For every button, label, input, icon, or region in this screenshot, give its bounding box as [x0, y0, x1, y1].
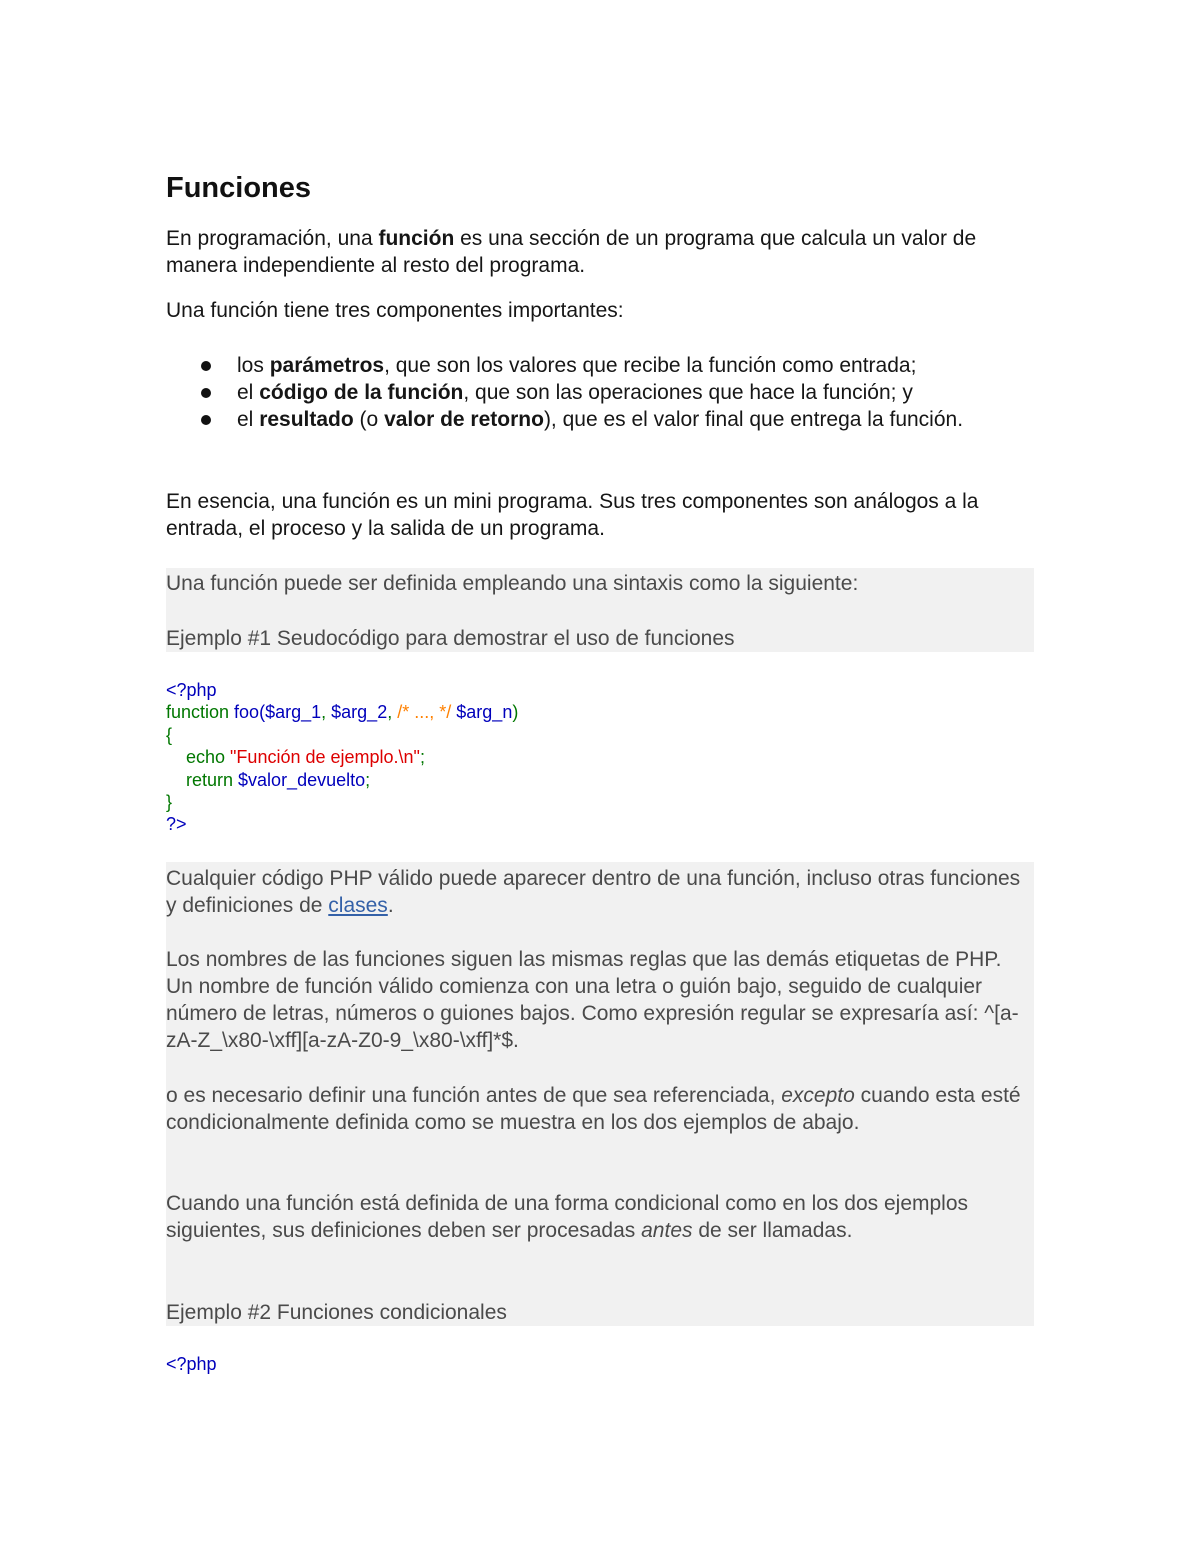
list-item-text: (o [353, 408, 385, 431]
box-paragraph [166, 1082, 1032, 1136]
code-token: , [387, 702, 398, 723]
code-line [166, 724, 1034, 746]
clases-link[interactable]: clases [328, 894, 388, 917]
example-1-caption: Ejemplo #1 Seudocódigo para demostrar el uso de funciones [166, 627, 735, 650]
code-token: "Función de ejemplo.\n" [230, 747, 420, 768]
box-paragraph: Los nombres de las funciones siguen las mismas reglas que las demás etiquetas de PHP. Un nombre de función válido comienza con una letra o guión bajo, seguido de cualquier número de letras, números o guiones bajos. Como expresión regular se expresaría así: ^[a-zA-Z_\x80-\xff][a-zA-Z0-9_\x80-\xff]*$. [166, 948, 1019, 1052]
list-item-bold: valor de retorno [384, 408, 544, 431]
code-token: ) [512, 702, 519, 723]
code-token: foo( [234, 702, 266, 723]
list-item [166, 352, 1037, 379]
intro-bold-term: función [378, 227, 455, 250]
list-item-bold: código de la función [259, 381, 464, 404]
code-line [166, 746, 1034, 768]
list-item-text: , que son las operaciones que hace la función; y [463, 381, 913, 404]
code-token: , [321, 702, 332, 723]
box-paragraph-emphasis: antes [641, 1219, 693, 1242]
box-paragraph [166, 865, 1032, 919]
list-item-bold: parámetros [269, 354, 385, 377]
bullet-icon [201, 415, 211, 425]
box-paragraph-text: o es necesario definir una función antes de que sea referenciada, [166, 1084, 782, 1107]
bullet-icon [201, 361, 211, 371]
list-item-text: los [237, 354, 270, 377]
code-token: ?> [166, 814, 187, 835]
intro-text-rest: es una sección de un programa que calcula un valor de manera independiente al resto del programa. [166, 227, 977, 277]
list-item [166, 379, 1037, 406]
syntax-intro: Una función puede ser definida empleando una sintaxis como la siguiente: [166, 572, 859, 595]
code-token: <?php [166, 1354, 217, 1374]
list-item-text: el [237, 408, 260, 431]
code-token: /* ..., */ [397, 702, 452, 723]
components-list [166, 352, 1034, 433]
box-paragraph-text: de ser llamadas. [692, 1219, 853, 1242]
code-token: ; [419, 747, 425, 768]
bullet-icon [201, 388, 211, 398]
page-title: Funciones [166, 172, 312, 204]
code-token: { [166, 724, 173, 745]
code-line [166, 813, 1034, 835]
essence-paragraph: En esencia, una función es un mini programa. Sus tres componentes son análogos a la entrada, el proceso y la salida de un programa. [166, 490, 979, 540]
intro-paragraph [166, 225, 1034, 279]
box-paragraph-text: cuando esta esté condicionalmente definida como se muestra en los dos ejemplos de abajo. [166, 1084, 1021, 1134]
list-item-text: , que son los valores que recibe la función como entrada; [384, 354, 917, 377]
list-item [166, 406, 1037, 433]
code-token: $arg_n [456, 702, 513, 723]
intro-text: En programación, una [166, 227, 379, 250]
code-line [166, 1353, 1034, 1375]
code-token: $arg_2 [331, 702, 388, 723]
box-paragraph-text: Cualquier código PHP válido puede aparecer dentro de una función, incluso otras funciones y definiciones de [166, 867, 1021, 917]
code-token: ; [365, 769, 371, 790]
code-token: function [166, 702, 235, 723]
example-2-caption: Ejemplo #2 Funciones condicionales [166, 1301, 507, 1324]
list-item-text: el [237, 381, 260, 404]
box-paragraph-text: . [387, 894, 394, 917]
code-line [166, 701, 1034, 723]
code-block-2 [166, 1353, 1034, 1375]
code-token: $valor_devuelto [238, 769, 366, 790]
code-token: <?php [166, 680, 217, 700]
list-item-text: ), que es el valor final que entrega la función. [543, 408, 964, 431]
box-paragraph [166, 1190, 1032, 1244]
code-line [166, 791, 1034, 813]
code-token: return [166, 769, 239, 790]
code-token: $arg_1 [265, 702, 322, 723]
code-line [166, 679, 1034, 701]
code-line [166, 769, 1034, 791]
list-item-bold: resultado [259, 408, 354, 431]
components-intro: Una función tiene tres componentes importantes: [166, 299, 624, 322]
code-block-1 [166, 679, 1034, 836]
box-paragraph-text: Cuando una función está definida de una forma condicional como en los dos ejemplos siguientes, sus definiciones deben ser procesadas [166, 1192, 969, 1242]
code-token: } [166, 791, 173, 812]
box-paragraph-emphasis: excepto [781, 1084, 855, 1107]
code-token: echo [166, 747, 231, 768]
